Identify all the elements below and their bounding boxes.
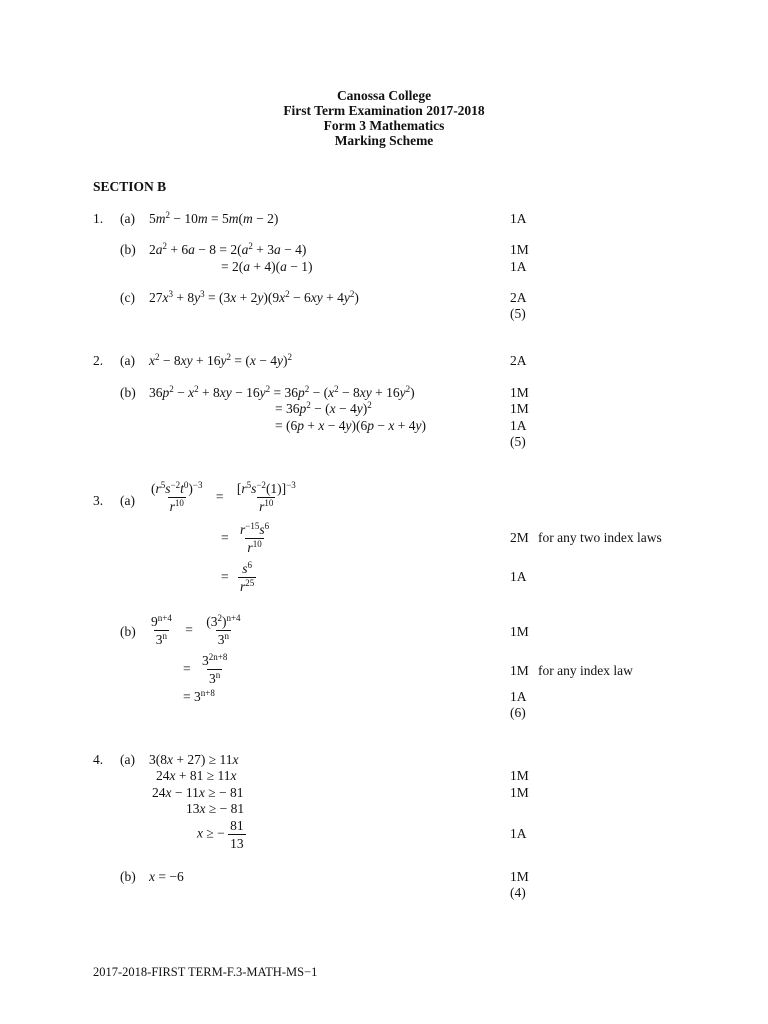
exam-title: First Term Examination 2017-2018 xyxy=(283,103,485,118)
q2-b-expression-1: $36p^2 - x^2 + 8xy - 16y^2 = 36p^2 - (x^2 - 8xy + 16y^2)$ xyxy=(149,384,415,400)
q4-a-mark-2: 1M xyxy=(510,785,529,800)
q3-b-mark-2: 1M xyxy=(510,663,529,678)
q3-b-mark-1: 1M xyxy=(510,624,529,639)
q2-b-mark-2: 1M xyxy=(510,401,529,416)
q1-b-label: (b) xyxy=(120,242,136,257)
q3-b-fraction-3: $\frac{3^{2n+8}}{3^n}$ xyxy=(202,652,228,686)
q3-a-line-1: $\frac{(r^5s^{-2}t^0)^{-3}}{r^{10}}$ = $\frac{[r^5s^{-2}(1)]^{-3}}{r^{10}}$ xyxy=(151,480,296,514)
q4-b-expression: x = −6 xyxy=(149,869,184,884)
q3-b-note-2: for any index law xyxy=(538,663,633,678)
subject-title: Form 3 Mathematics xyxy=(323,118,445,133)
q4-a-line-3: 24x − 11x ≥ − 81 xyxy=(152,785,244,800)
q4-a-line-5: x ≥ − $\frac{81}{13}$ xyxy=(197,818,244,851)
q3-b-line-3: = $3^{n+8}$ xyxy=(183,688,215,704)
q3-b-fraction-1: $\frac{9^{n+4}}{3^n}$ xyxy=(151,613,172,647)
q1-b-expression-1: $2a^2 + 6a - 8 = 2(a^2 + 3a - 4)$ xyxy=(149,241,307,257)
q3-b-fraction-2: $\frac{(3^2)^{n+4}}{3^n}$ xyxy=(206,613,241,647)
q4-number: 4. xyxy=(93,752,104,767)
q4-a-line-1: 3(8x + 27) ≥ 11x xyxy=(149,752,239,767)
q3-total-marks: (6) xyxy=(510,705,526,720)
q4-b-label: (b) xyxy=(120,869,136,884)
q3-a-fraction-4: $\frac{s^6}{r^{25}}$ xyxy=(240,560,255,594)
q1-b-mark-2: 1A xyxy=(510,259,527,274)
q1-a-label: (a) xyxy=(120,211,135,226)
q1-c-mark: 2A xyxy=(510,290,527,305)
school-name: Canossa College xyxy=(336,88,432,103)
q3-a-line-3: = $\frac{s^6}{r^{25}}$ xyxy=(221,560,255,594)
q1-c-label: (c) xyxy=(120,290,135,305)
q1-b-mark-1: 1M xyxy=(510,242,529,257)
q1-c-expression: $27x^3 + 8y^3 = (3x + 2y)(9x^2 - 6xy + 4y^2)$ xyxy=(149,289,359,305)
page-footer-code: 2017-2018-FIRST TERM-F.3-MATH-MS−1 xyxy=(93,965,318,979)
q2-a-mark: 2A xyxy=(510,353,527,368)
q2-b-mark-1: 1M xyxy=(510,385,529,400)
q3-b-line-1: $\frac{9^{n+4}}{3^n}$ = $\frac{(3^2)^{n+4}}{3^n}$ xyxy=(151,613,241,647)
q3-a-mark-2: 1A xyxy=(510,569,527,584)
q2-number: 2. xyxy=(93,353,104,368)
q4-a-line-2: 24x + 81 ≥ 11x xyxy=(156,768,237,783)
q4-total-marks: (4) xyxy=(510,885,526,900)
q2-b-mark-3: 1A xyxy=(510,418,527,433)
q1-a-expression: $5m^2 - 10m = 5m(m - 2)$ xyxy=(149,210,279,226)
q3-a-fraction-2: $\frac{[r^5s^{-2}(1)]^{-3}}{r^{10}}$ xyxy=(236,480,296,514)
q2-total-marks: (5) xyxy=(510,434,526,449)
q3-a-mark-1: 2M xyxy=(510,530,529,545)
q2-b-expression-3: = (6p + x − 4y)(6p − x + 4y) xyxy=(275,418,426,433)
q3-a-note-1: for any two index laws xyxy=(538,530,662,545)
q3-a-fraction-1: $\frac{(r^5s^{-2}t^0)^{-3}}{r^{10}}$ xyxy=(151,480,203,514)
q1-number: 1. xyxy=(93,211,104,226)
q3-a-line-2: = $\frac{r^{-15}s^6}{r^{10}}$ xyxy=(221,521,270,555)
q4-a-fraction: $\frac{81}{13}$ xyxy=(230,818,244,851)
q4-a-line-4: 13x ≥ − 81 xyxy=(186,801,245,816)
q2-a-expression: $x^2 - 8xy + 16y^2 = (x - 4y)^2$ xyxy=(149,352,292,368)
q3-b-line-2: = $\frac{3^{2n+8}}{3^n}$ xyxy=(183,652,228,686)
q1-b-expression-2: = 2(a + 4)(a − 1) xyxy=(221,259,313,274)
section-heading: SECTION B xyxy=(93,179,167,194)
q2-b-label: (b) xyxy=(120,385,136,400)
q4-a-label: (a) xyxy=(120,752,135,767)
q3-number: 3. xyxy=(93,493,104,508)
q3-a-label: (a) xyxy=(120,493,135,508)
q2-b-expression-2: = $36p^2 - (x - 4y)^2$ xyxy=(275,400,372,416)
q4-a-mark-1: 1M xyxy=(510,768,529,783)
q1-a-mark: 1A xyxy=(510,211,527,226)
q3-b-label: (b) xyxy=(120,624,136,639)
q3-a-fraction-3: $\frac{r^{-15}s^6}{r^{10}}$ xyxy=(240,521,270,555)
q2-a-label: (a) xyxy=(120,353,135,368)
q4-b-mark: 1M xyxy=(510,869,529,884)
q4-a-mark-3: 1A xyxy=(510,826,527,841)
q3-b-mark-3: 1A xyxy=(510,689,527,704)
q1-total-marks: (5) xyxy=(510,306,526,321)
document-type: Marking Scheme xyxy=(334,133,434,148)
